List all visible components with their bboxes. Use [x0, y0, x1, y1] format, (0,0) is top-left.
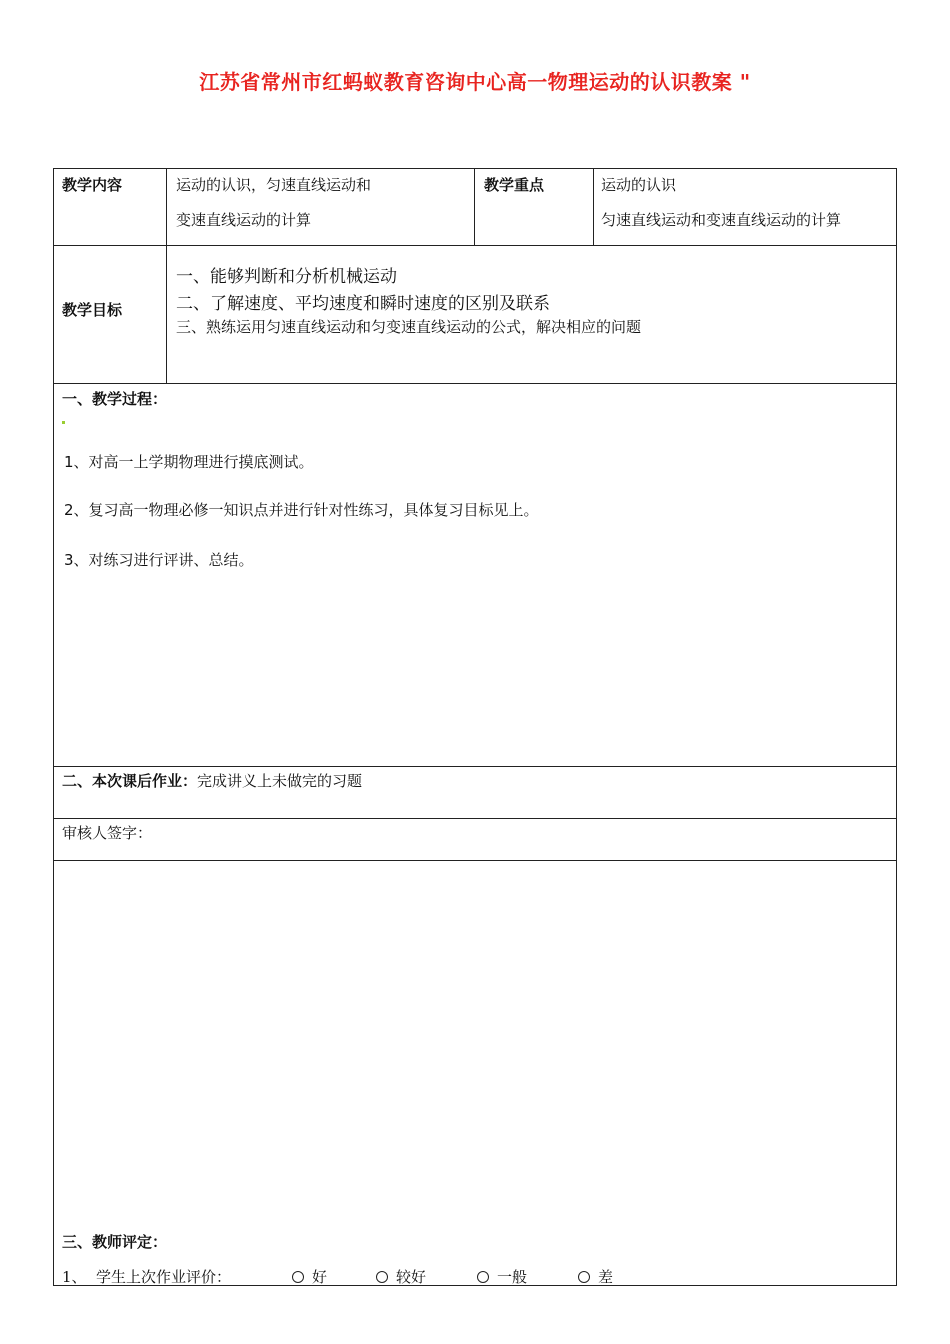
- column-divider: [593, 169, 594, 245]
- rating-option-poor[interactable]: 差: [578, 1266, 613, 1287]
- content-line-2: 变速直线运动的计算: [176, 211, 312, 229]
- row-divider: [54, 245, 896, 246]
- evaluation-item-label: 学生上次作业评价：: [96, 1268, 232, 1286]
- focus-line-2: 匀速直线运动和变速直线运动的计算: [601, 211, 842, 229]
- evaluation-heading: 三、教师评定：: [62, 1233, 168, 1251]
- rating-option-fairly-good[interactable]: 较好: [376, 1266, 426, 1287]
- homework-row: [62, 770, 362, 791]
- radio-circle-icon: [292, 1271, 304, 1283]
- homework-text: 完成讲义上未做完的习题: [197, 772, 363, 790]
- goal-item: 三、熟练运用匀速直线运动和匀变速直线运动的公式，解决相应的问题: [176, 318, 642, 336]
- focus-label: 教学重点: [484, 176, 545, 194]
- radio-circle-icon: [477, 1271, 489, 1283]
- row-divider: [54, 766, 896, 767]
- rating-option-good[interactable]: 好: [292, 1266, 327, 1287]
- radio-circle-icon: [578, 1271, 590, 1283]
- decorative-dot: [62, 421, 65, 424]
- column-divider: [474, 169, 475, 245]
- row-divider: [54, 818, 896, 819]
- process-step: 2、复习高一物理必修一知识点并进行针对性练习，具体复习目标见上。: [64, 501, 539, 519]
- column-divider: [166, 169, 167, 383]
- document-title: 江苏省常州市红蚂蚁教育咨询中心高一物理运动的认识教案 ": [199, 70, 751, 94]
- process-heading: 一、教学过程：: [62, 390, 168, 408]
- homework-heading: 二、本次课后作业：: [62, 772, 198, 790]
- content-line-1: 运动的认识，匀速直线运动和: [176, 176, 372, 194]
- process-step: 1、对高一上学期物理进行摸底测试。: [64, 453, 314, 471]
- process-step: 3、对练习进行评讲、总结。: [64, 551, 254, 569]
- lesson-plan-table: [53, 168, 897, 1286]
- rating-option-average[interactable]: 一般: [477, 1266, 527, 1287]
- row-divider: [54, 860, 896, 861]
- goal-item: 二、了解速度、平均速度和瞬时速度的区别及联系: [176, 294, 550, 314]
- radio-circle-icon: [376, 1271, 388, 1283]
- content-label: 教学内容: [62, 176, 123, 194]
- focus-line-1: 运动的认识: [601, 176, 677, 194]
- row-divider: [54, 383, 896, 384]
- goals-label: 教学目标: [62, 301, 123, 319]
- evaluation-item-number: 1、: [62, 1268, 87, 1286]
- goal-item: 一、能够判断和分析机械运动: [176, 267, 397, 287]
- reviewer-label: 审核人签字：: [62, 824, 153, 842]
